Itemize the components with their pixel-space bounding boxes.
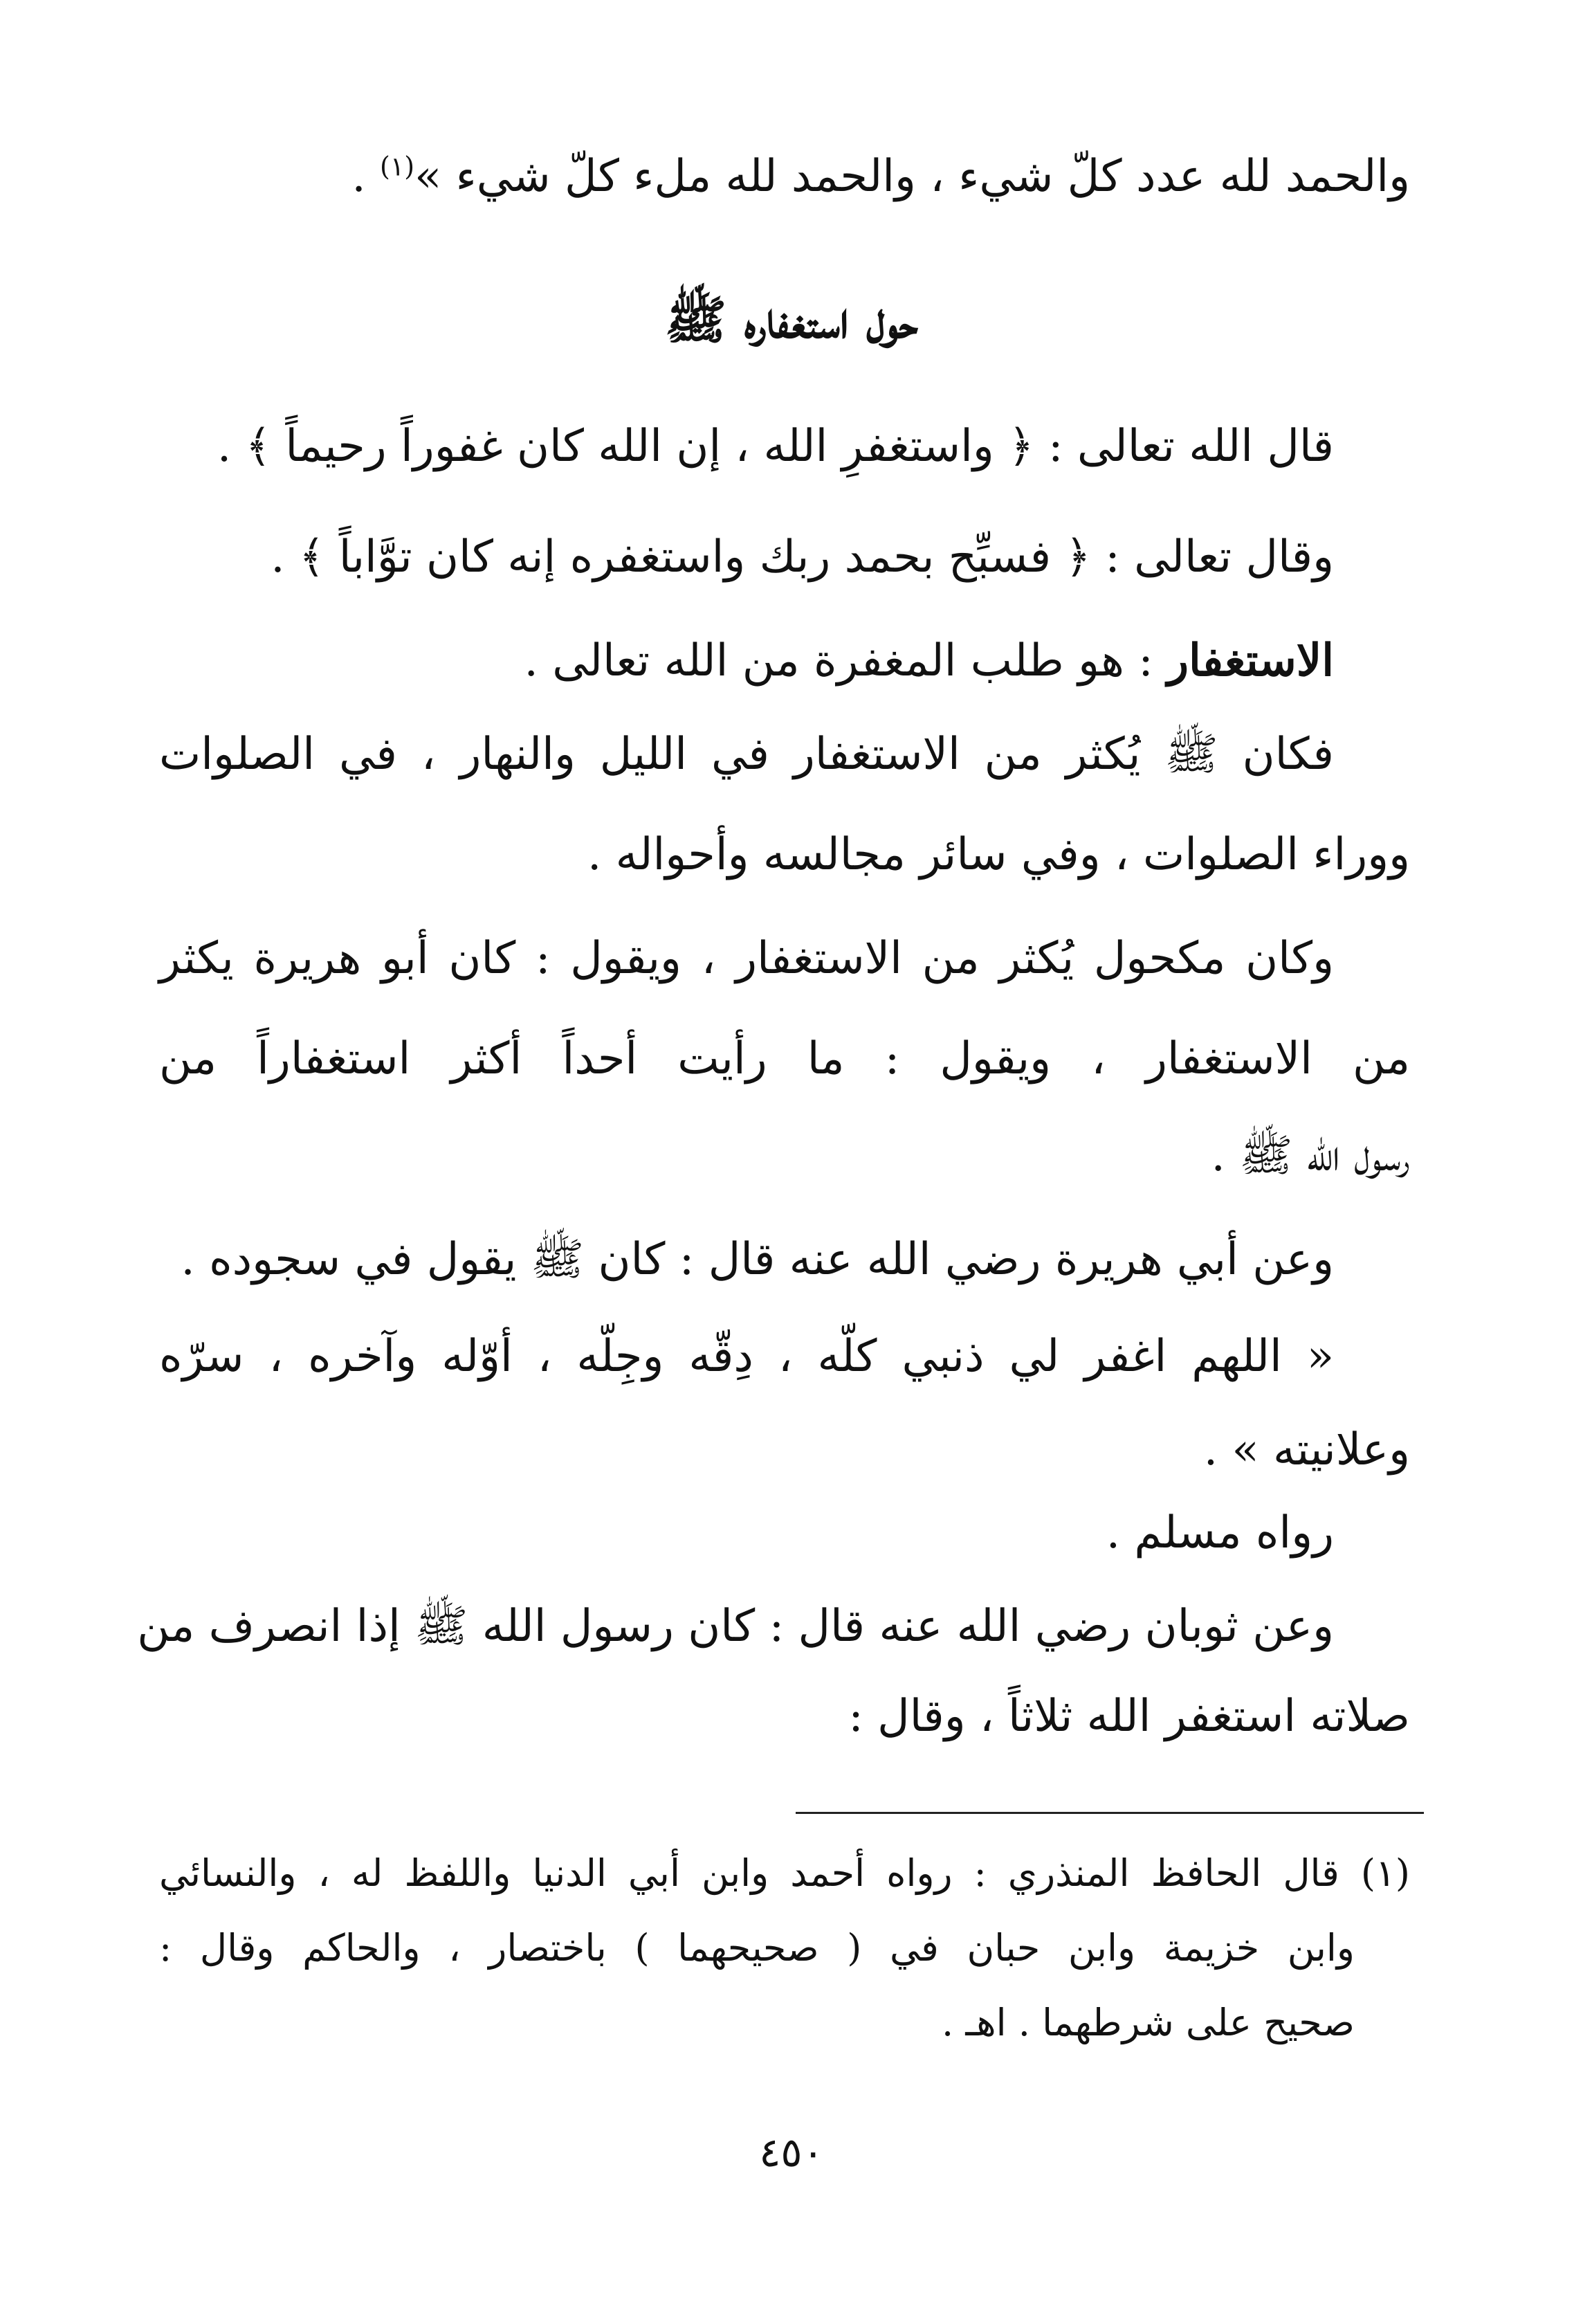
footnote-divider xyxy=(796,1812,1424,1814)
definition-text: : هو طلب المغفرة من الله تعالى . xyxy=(524,635,1168,687)
line1-end: . xyxy=(351,151,381,202)
para3-line-3: وعلانيته » . xyxy=(1203,1424,1410,1476)
verse-1: قال الله تعالى : ﴿ واستغفرِ الله ، إن الله كان غفوراً رحيماً ﴾ . xyxy=(217,421,1334,472)
page-number: ٤٥٠ xyxy=(759,2129,824,2176)
footnote-line-3: صحيح على شرطهما . اهـ . xyxy=(941,2001,1355,2044)
section-heading: حول استغفاره ﷺ xyxy=(664,291,919,350)
footnote-ref: (١) xyxy=(380,151,415,182)
verse-2: وقال تعالى : ﴿ فسبِّح بحمد ربك واستغفره إنه كان توَّاباً ﴾ . xyxy=(271,532,1334,583)
para3-line-1: وعن أبي هريرة رضي الله عنه قال : كان ﷺ يقول في سجوده . xyxy=(181,1234,1334,1285)
para1-line-1: فكان ﷺ يُكثر من الاستغفار في الليل والنهار ، في الصلوات xyxy=(159,729,1334,780)
definition-term: الاستغفار xyxy=(1167,635,1334,687)
footnote-line-2: وابن خزيمة وابن حبان في ( صحيحهما ) باختصار ، والحاكم وقال : xyxy=(159,1926,1355,1970)
para3-line-2: « اللهم اغفر لي ذنبي كلّه ، دِقّه وجِلّه ، أوّله وآخره ، سرّه xyxy=(159,1331,1334,1382)
footnote-line-1: (١) قال الحافظ المنذري : رواه أحمد وابن أبي الدنيا واللفظ له ، والنسائي xyxy=(159,1851,1410,1895)
para4-line-1: وعن ثوبان رضي الله عنه قال : كان رسول الله ﷺ إذا انصرف من xyxy=(137,1601,1334,1652)
text-line-1 xyxy=(235,142,1410,211)
para2-line-2: من الاستغفار ، ويقول : ما رأيت أحداً أكثر استغفاراً من xyxy=(159,1033,1410,1084)
para2-line-3: رسول الله ﷺ . xyxy=(1211,1130,1410,1181)
definition-line xyxy=(387,626,1334,696)
para4-line-2: صلاته استغفر الله ثلاثاً ، وقال : xyxy=(848,1691,1410,1742)
para1-line-2: ووراء الصلوات ، وفي سائر مجالسه وأحواله . xyxy=(587,829,1410,880)
para2-line-1: وكان مكحول يُكثر من الاستغفار ، ويقول : كان أبو هريرة يكثر xyxy=(159,933,1334,984)
para3-source: رواه مسلم . xyxy=(1106,1507,1334,1559)
line1-text: والحمد لله عدد كلّ شيء ، والحمد لله ملء كلّ شيء » xyxy=(414,151,1410,202)
